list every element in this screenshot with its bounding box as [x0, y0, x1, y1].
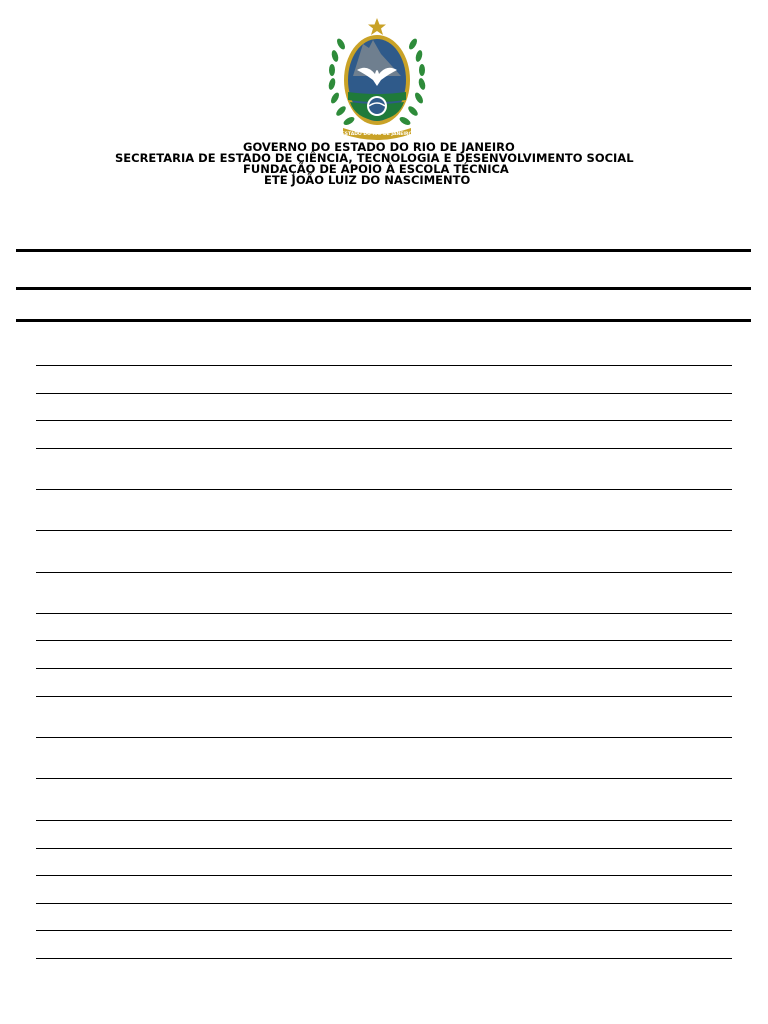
writing-line: [36, 365, 732, 366]
writing-line: [36, 848, 732, 849]
writing-line: [36, 393, 732, 394]
writing-line: [36, 737, 732, 738]
thick-rule-3: [16, 319, 751, 322]
thick-rule-1: [16, 249, 751, 252]
header-line-1: GOVERNO DO ESTADO DO RIO DE JANEIRO: [243, 140, 515, 154]
writing-line: [36, 875, 732, 876]
writing-line: [36, 958, 732, 959]
writing-line: [36, 420, 732, 421]
header-line-2: SECRETARIA DE ESTADO DE CIÊNCIA, TECNOLOGIA E DESENVOLVIMENTO SOCIAL: [115, 151, 634, 165]
writing-line: [36, 640, 732, 641]
writing-line: [36, 820, 732, 821]
writing-line: [36, 489, 732, 490]
star-icon: [368, 18, 386, 35]
writing-line: [36, 930, 732, 931]
writing-line: [36, 778, 732, 779]
writing-line: [36, 448, 732, 449]
header-line-4: ETE JOÃO LUIZ DO NASCIMENTO: [264, 173, 471, 187]
coat-of-arms-crest: [325, 14, 429, 144]
writing-line: [36, 668, 732, 669]
ribbon-text: ESTADO DO RIO DE JANEIRO: [341, 132, 413, 137]
writing-line: [36, 613, 732, 614]
writing-line: [36, 903, 732, 904]
writing-line: [36, 572, 732, 573]
header-line-3: FUNDAÇÃO DE APOIO À ESCOLA TÉCNICA: [243, 162, 509, 176]
writing-line: [36, 530, 732, 531]
thick-rule-2: [16, 287, 751, 290]
writing-line: [36, 696, 732, 697]
